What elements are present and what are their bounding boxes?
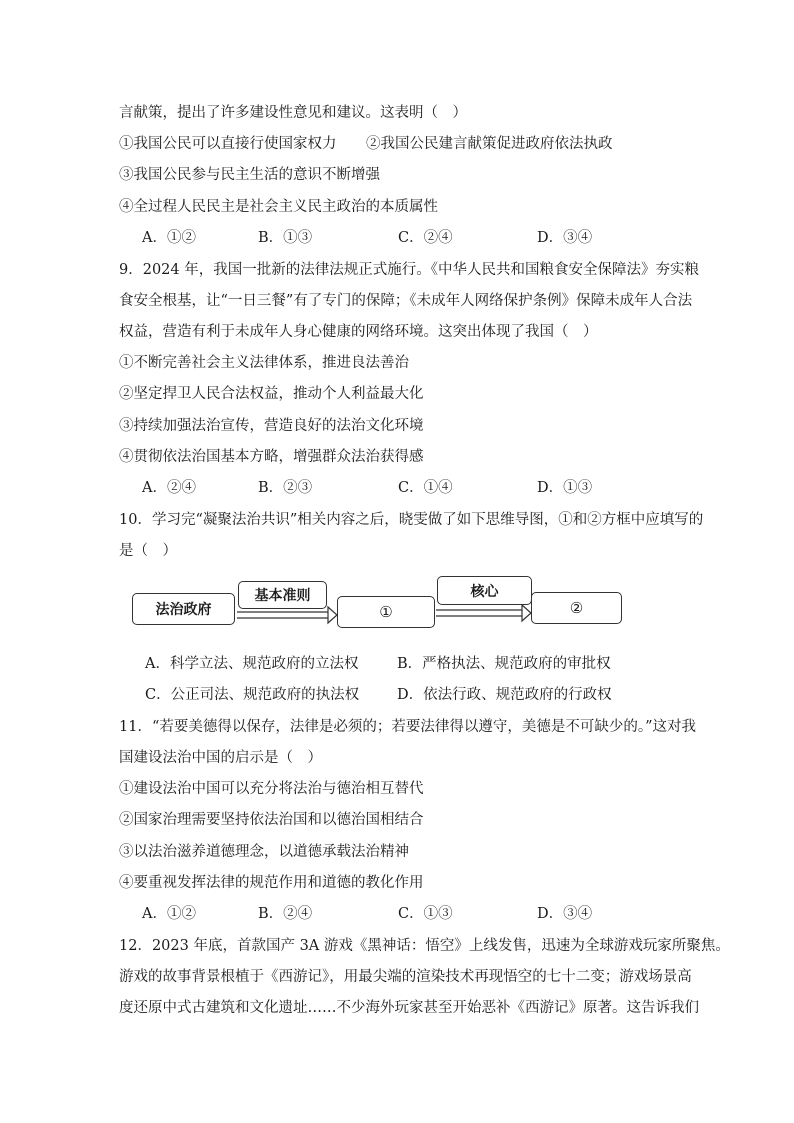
q9-option-c: C．①④ bbox=[398, 480, 453, 496]
q11-option-b: B．②④ bbox=[258, 906, 313, 922]
q10-option-d: D．依法行政、规范政府的行政权 bbox=[397, 687, 612, 703]
box-blank-1: ① bbox=[337, 596, 435, 628]
q9-statement-2: ②坚定捍卫人民合法权益，推动个人利益最大化 bbox=[119, 386, 424, 402]
q9-stem-line-1: 9．2024 年，我国一批新的法律法规正式施行。《中华人民共和国粮食安全保障法》夯实粮 bbox=[119, 262, 699, 278]
q9-stem-line-2: 食安全根基，让“一日三餐”有了专门的保障；《未成年人网络保护条例》保障未成年人合法 bbox=[119, 293, 693, 309]
box-blank-2: ② bbox=[531, 592, 622, 624]
q8-statement-1: ①我国公民可以直接行使国家权力 bbox=[119, 136, 337, 152]
label-basic-principle: 基本准则 bbox=[238, 581, 327, 609]
q11-option-d: D．③④ bbox=[537, 906, 593, 922]
arrow-1 bbox=[237, 607, 337, 623]
q8-statement-2: ②我国公民建言献策促进政府依法执政 bbox=[366, 136, 613, 152]
q12-stem-line-1: 12．2023 年底，首款国产 3A 游戏《黑神话：悟空》上线发售，迅速为全球游戏玩家所聚焦。 bbox=[119, 938, 730, 954]
q8-statement-4: ④全过程人民民主是社会主义民主政治的本质属性 bbox=[119, 199, 438, 215]
q8-option-a: A．①② bbox=[142, 230, 196, 246]
q11-statement-1: ①建设法治中国可以充分将法治与德治相互替代 bbox=[119, 781, 424, 797]
q11-statement-4: ④要重视发挥法律的规范作用和道德的教化作用 bbox=[119, 875, 424, 891]
q12-stem-line-3: 度还原中式古建筑和文化遗址……不少海外玩家甚至开始恶补《西游记》原著。这告诉我们 bbox=[119, 1000, 699, 1016]
q9-statement-3: ③持续加强法治宣传，营造良好的法治文化环境 bbox=[119, 418, 424, 434]
q9-stem-line-3: 权益，营造有利于未成年人身心健康的网络环境。这突出体现了我国（ ） bbox=[119, 324, 598, 340]
q8-option-b: B．①③ bbox=[258, 230, 313, 246]
q9-statement-4: ④贯彻依法治国基本方略，增强群众法治获得感 bbox=[119, 449, 424, 465]
q10-stem-line-1: 10．学习完“凝聚法治共识”相关内容之后，晓雯做了如下思维导图，①和②方框中应填写的 bbox=[119, 512, 704, 528]
q11-statement-2: ②国家治理需要坚持依法治国和以德治国相结合 bbox=[119, 812, 424, 828]
q8-stem-continuation: 言献策，提出了许多建设性意见和建议。这表明（ ） bbox=[119, 105, 467, 121]
q9-statement-1: ①不断完善社会主义法律体系，推进良法善治 bbox=[119, 355, 409, 371]
box-law-based-government: 法治政府 bbox=[132, 593, 235, 625]
label-core: 核心 bbox=[437, 576, 532, 605]
q11-stem-line-2: 国建设法治中国的启示是（ ） bbox=[119, 750, 322, 766]
q10-option-a: A．科学立法、规范政府的立法权 bbox=[145, 656, 359, 672]
q10-option-b: B．严格执法、规范政府的审批权 bbox=[397, 656, 611, 672]
q9-option-d: D．①③ bbox=[537, 480, 593, 496]
q12-stem-line-2: 游戏的故事背景根植于《西游记》，用最尖端的渲染技术再现悟空的七十二变；游戏场景高 bbox=[119, 969, 692, 985]
q11-statement-3: ③以法治滋养道德理念，以道德承载法治精神 bbox=[119, 844, 409, 860]
q9-option-b: B．②③ bbox=[258, 480, 313, 496]
q9-option-a: A．②④ bbox=[142, 480, 196, 496]
q8-statement-3: ③我国公民参与民主生活的意识不断增强 bbox=[119, 167, 380, 183]
q11-option-c: C．①③ bbox=[398, 906, 453, 922]
arrow-2 bbox=[436, 605, 531, 621]
q11-option-a: A．①② bbox=[142, 906, 196, 922]
q10-stem-line-2: 是（ ） bbox=[119, 543, 177, 559]
q10-option-c: C．公正司法、规范政府的执法权 bbox=[145, 687, 360, 703]
q8-option-c: C．②④ bbox=[398, 230, 453, 246]
q11-stem-line-1: 11．“若要美德得以保存，法律是必须的；若要法律得以遵守，美德是不可缺少的。”这对我 bbox=[119, 719, 697, 735]
q8-option-d: D．③④ bbox=[537, 230, 593, 246]
